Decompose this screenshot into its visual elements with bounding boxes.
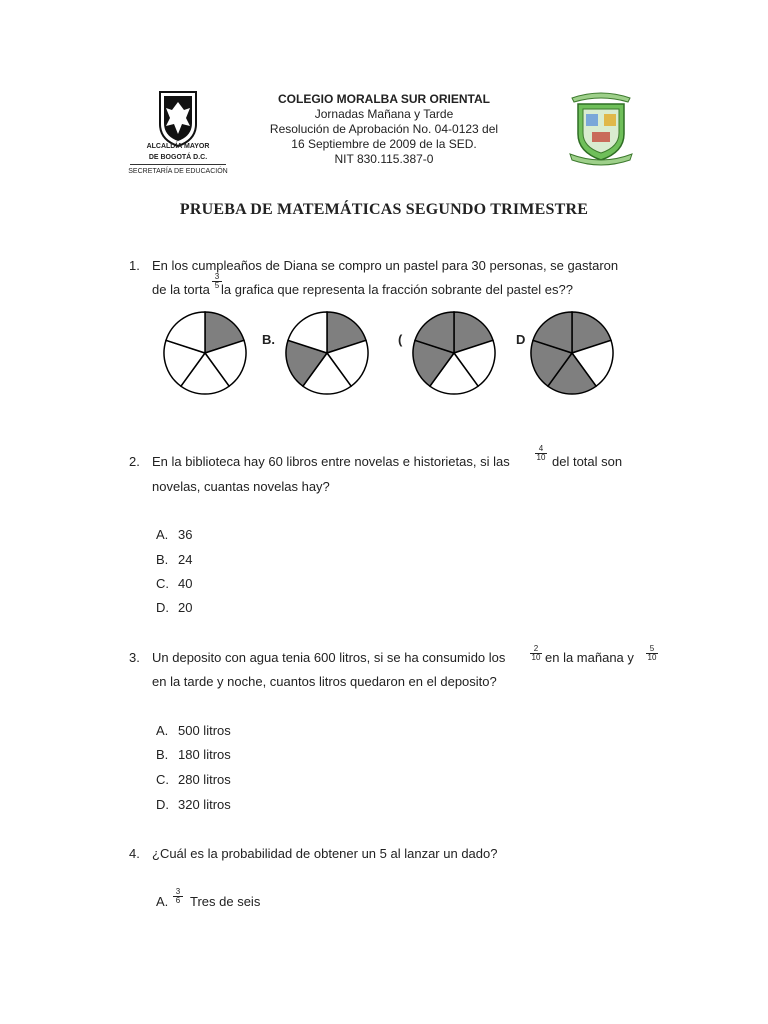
question-3-option-a [156, 723, 231, 739]
header-line-5: NIT 830.115.387-0 [334, 152, 434, 166]
option-letter: C. [156, 576, 169, 591]
question-3-option-c [156, 772, 231, 788]
question-3-fraction-2 [645, 645, 659, 662]
question-4-number: 4. [129, 846, 140, 861]
fraction-numerator: 4 [538, 444, 544, 453]
page-title: PRUEBA DE MATEMÁTICAS SEGUNDO TRIMESTRE [179, 201, 589, 218]
question-2-option-b [156, 552, 192, 568]
fraction-numerator: 3 [214, 272, 220, 281]
pie-label-b: B. [262, 332, 275, 347]
school-crest [566, 90, 636, 168]
header-line-2: Jornadas Mañana y Tarde [314, 107, 454, 121]
pie-label-d: D [516, 332, 526, 347]
fraction-denominator: 10 [647, 653, 657, 662]
fraction-denominator: 5 [214, 281, 220, 290]
question-1-line-1: En los cumpleaños de Diana se compro un pastel para 30 personas, se gastaron [152, 258, 619, 273]
school-crest-icon [566, 90, 636, 168]
option-letter: B. [156, 747, 169, 762]
school-name: COLEGIO MORALBA SUR ORIENTAL [278, 92, 490, 106]
question-3-line-1a: Un deposito con agua tenia 600 litros, si se ha consumido los [152, 650, 506, 665]
question-1-line-2b: la grafica que representa la fracción sobrante del pastel es?? [221, 282, 573, 297]
option-text: 320 litros [178, 797, 231, 812]
pie-label-c: ( [398, 332, 403, 347]
question-4-option-a-text: Tres de seis [190, 894, 261, 909]
header-line-3: Resolución de Aprobación No. 04-0123 del [269, 122, 499, 136]
fraction-numerator: 5 [649, 644, 655, 653]
option-text: 20 [178, 600, 193, 615]
question-3-line-2: en la tarde y noche, cuantos litros quedaron en el deposito? [152, 674, 497, 689]
option-letter: A. [156, 894, 169, 909]
question-2-line-2: novelas, cuantas novelas hay? [152, 479, 330, 494]
option-text: 36 [178, 527, 193, 542]
question-4-line-1: ¿Cuál es la probabilidad de obtener un 5 al lanzar un dado? [152, 846, 498, 861]
option-text: 500 litros [178, 723, 231, 738]
question-2-option-a [156, 527, 192, 543]
pie-chart-b [282, 308, 372, 398]
option-letter: D. [156, 600, 169, 615]
question-2-option-c [156, 576, 192, 592]
question-2-line-1b: del total son [552, 454, 623, 469]
question-3-option-b [156, 747, 231, 763]
option-text: 180 litros [178, 747, 231, 762]
fraction-denominator: 6 [175, 896, 181, 905]
question-3-line-1b: en la mañana y [545, 650, 634, 665]
question-3-option-d [156, 797, 231, 813]
header-line-4: 16 Septiembre de 2009 de la SED. [291, 137, 477, 151]
question-3-number: 3. [129, 650, 140, 665]
fraction-numerator: 2 [533, 644, 539, 653]
pie-chart-d [527, 308, 617, 398]
option-text: 280 litros [178, 772, 231, 787]
fraction-numerator: 3 [175, 887, 181, 896]
question-2-line-1a: En la biblioteca hay 60 libros entre novelas e historietas, si las [152, 454, 510, 469]
fraction-denominator: 10 [536, 453, 546, 462]
option-letter: C. [156, 772, 169, 787]
logo-line-3: SECRETARÍA DE EDUCACIÓN [128, 168, 228, 175]
question-3-fraction-1 [529, 645, 543, 662]
option-letter: A. [156, 723, 169, 738]
logo-line-1: ALCALDÍA MAYOR [146, 143, 210, 150]
option-letter: B. [156, 552, 169, 567]
option-letter: D. [156, 797, 169, 812]
question-1-number: 1. [129, 258, 140, 273]
option-text: 24 [178, 552, 193, 567]
option-text: 40 [178, 576, 193, 591]
question-1-line-2a: de la torta [152, 282, 210, 297]
pie-chart-a [160, 308, 250, 398]
option-letter: A. [156, 527, 169, 542]
fraction-denominator: 10 [531, 653, 541, 662]
question-2-option-d [156, 600, 192, 616]
pie-chart-c [409, 308, 499, 398]
question-2-number: 2. [129, 454, 140, 469]
question-4-option-a-fraction [172, 888, 184, 905]
logo-line-2: DE BOGOTÁ D.C. [148, 154, 208, 161]
question-2-fraction [534, 445, 548, 462]
